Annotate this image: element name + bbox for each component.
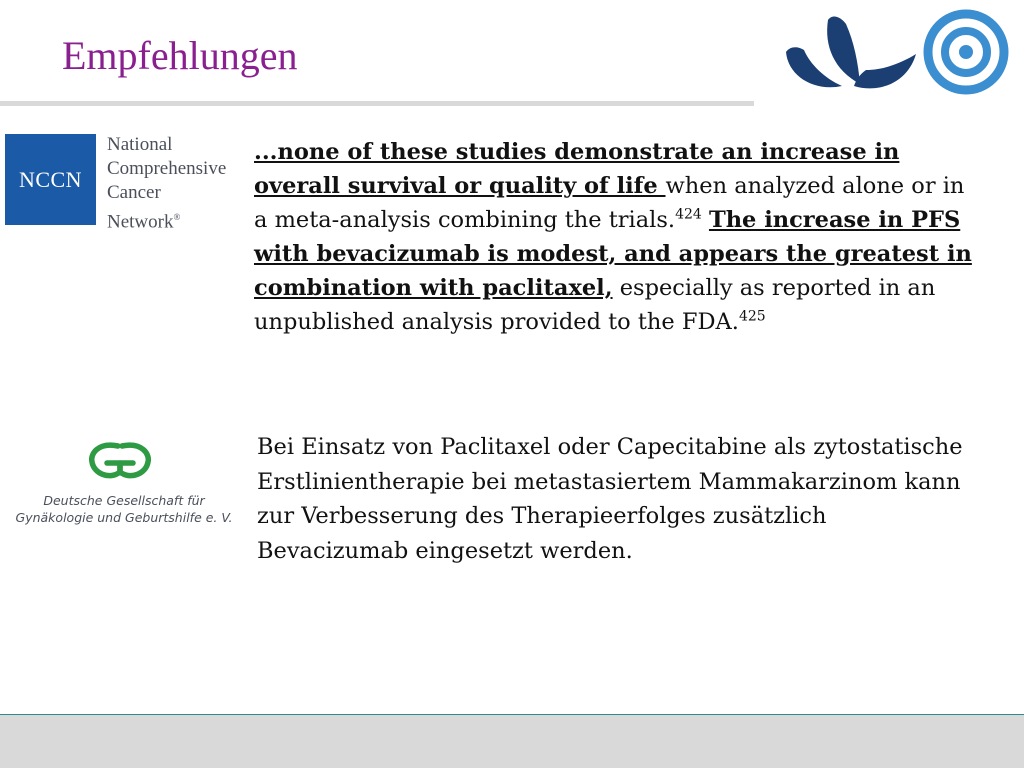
- quote-reference-425: 425: [738, 308, 766, 325]
- g-left-shape: [92, 445, 120, 475]
- footer-bar: [0, 715, 1024, 768]
- wing-middle-shape: [827, 17, 860, 84]
- dggg-recommendation: Bei Einsatz von Paclitaxel oder Capecitabine als zytostatische Erstlinientherapie bei metastasiertem Mammakarzinom kann zur Verbesserung des Therapieerfolges zusätzlich Bevacizumab eingesetzt werden.: [257, 434, 963, 564]
- nccn-name-line-2: Comprehensive: [107, 158, 227, 179]
- nccn-quote: [254, 135, 984, 339]
- nccn-logo: [5, 133, 245, 233]
- gg-monogram-icon: [88, 440, 152, 482]
- wing-and-target-logo-icon: [784, 6, 1014, 98]
- quote-highlight-survival: ...none of these studies demonstrate an increase in overall survival or quality of life: [254, 139, 900, 199]
- target-center-dot: [959, 45, 973, 59]
- wing-right-shape: [854, 54, 916, 88]
- quote-spacer: [702, 207, 709, 233]
- nccn-name-line-4: [107, 205, 226, 234]
- title-divider: [0, 101, 754, 106]
- brand-logo: [784, 6, 1014, 98]
- dggg-name-line-2: Gynäkologie und Geburtshilfe e. V.: [15, 510, 233, 525]
- dggg-full-name: [14, 492, 234, 526]
- dggg-name-line-1: Deutsche Gesellschaft für: [43, 493, 205, 508]
- g-right-shape: [120, 445, 148, 475]
- quote-reference-424: 424: [675, 206, 702, 223]
- nccn-name-line-4-text: Network: [107, 211, 174, 233]
- nccn-abbr-badge: NCCN: [5, 134, 96, 225]
- registered-mark: ®: [173, 212, 181, 222]
- nccn-full-name: [107, 133, 226, 234]
- slide-title: Empfehlungen: [62, 33, 298, 78]
- quote-highlight-pfs: The increase in PFS with bevacizumab is modest, and appears the greatest in combination with paclitaxel,: [254, 207, 972, 301]
- nccn-name-line-3: Cancer: [107, 182, 161, 203]
- quote-text-meta-analysis: when analyzed alone or in a meta-analysis combining the trials.: [254, 173, 965, 233]
- nccn-name-line-1: National: [107, 134, 173, 155]
- dggg-logo: [14, 440, 234, 536]
- quote-text-fda: especially as reported in an unpublished analysis provided to the FDA.: [254, 275, 936, 335]
